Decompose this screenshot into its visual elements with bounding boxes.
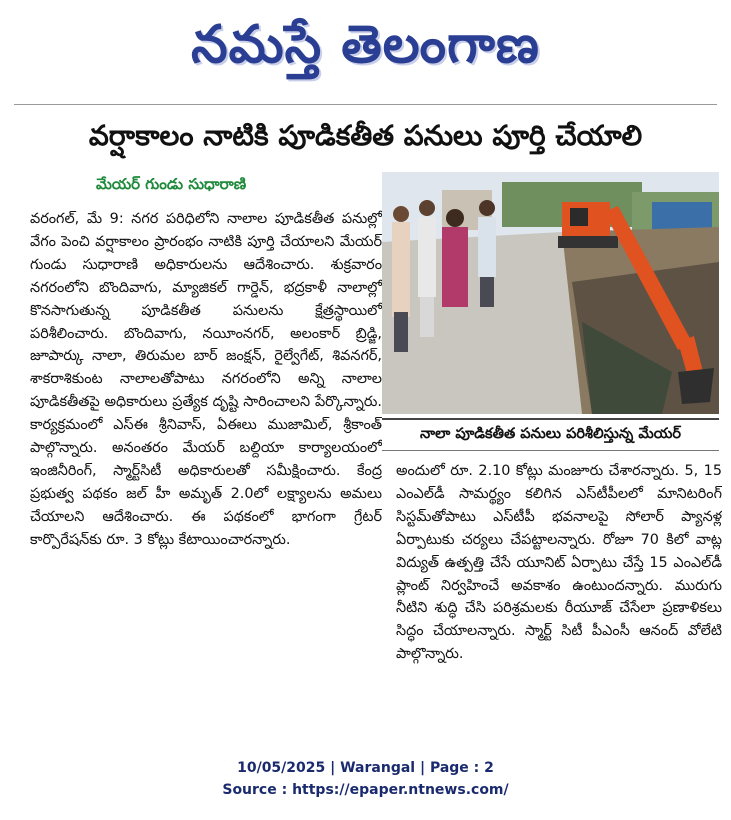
- source-link[interactable]: Source : https://epaper.ntnews.com/: [222, 782, 509, 798]
- article-photo: [382, 172, 719, 414]
- photo-illustration: [382, 172, 719, 414]
- article-headline: వర్షాకాలం నాటికి పూడికతీత పనులు పూర్తి చేయాలి: [88, 119, 643, 152]
- article-byline: మేయర్ గుండు సుధారాణి: [96, 175, 247, 193]
- photo-caption: నాలా పూడికతీత పనులు పరిశీలిస్తున్న మేయర్: [382, 418, 719, 451]
- newspaper-masthead: నమస్తే తెలంగాణ: [191, 15, 540, 75]
- article-body-left-column: వరంగల్, మే 9: నగర పరిధిలోని నాలాల పూడికతీత పనుల్లో వేగం పెంచి వర్షాకాలం ప్రారంభం నాటికి పూర్తి చేయాలని మేయర్ గుండు సుధారాణి అధికారులను ఆదేశించారు. శుక్రవారం నగరంలోని బొందివాగు, మ్యాజికల్ గార్డెన్, భద్రకాళీ నాలాల్లో కొనసాగుతున్న పూడికతీత పనులను క్షేత్రస్థాయిలో పరిశీలించారు. బొందివాగు, నయీంనగర్, అలంకార్ బ్రిడ్జి, జూపార్కు నాలా, తిరుమల బార్ జంక్షన్, రైల్వేగేట్, శివనగర్, శాకరాశికుంట నాలాలతోపాటు నగరంలోని అన్ని నాలాల పూడికతీతపై అధికారులు ప్రత్యేక దృష్టి సారించాలని పేర్కొన్నారు. కార్యక్రమంలో ఎస్ఈ శ్రీనివాస్, ఏఈలు ముజామిల్, శ్రీకాంత్ పాల్గొన్నారు. అనంతరం మేయర్ బల్దియా కార్యాలయంలో ఇంజినీరింగ్, స్మార్ట్‌సిటీ అధికారులతో సమీక్షించారు. కేంద్ర ప్రభుత్వ పథకం జల్ హీ అమృత్ 2.0లో లక్ష్యాలను అమలు చేయాలని ఆదేశించారు. ఈ పథకంలో భాగంగా గ్రేటర్ కార్పొరేషన్‌కు రూ. 3 కోట్లు కేటాయించారన్నారు.: [30, 211, 382, 548]
- article-body-right-column: అందులో రూ. 2.10 కోట్లు మంజూరు చేశారన్నారు. 5, 15 ఎంఎల్‌డీ సామర్థ్యం కలిగిన ఎస్‌టీపీలలో మానిటరింగ్ సిస్టమ్‌తోపాటు ఎస్‌టీపీ భవనాలపై సోలార్ ప్యానళ్ల ఏర్పాటుకు చర్యలు చేపట్టాలన్నారు. రోజూ 70 కిలో వాట్ల విద్యుత్ ఉత్పత్తి చేసే యూనిట్ ఏర్పాటు చేస్తే 15 ఎంఎల్‌డీ ప్లాంట్ నిర్వహించే అవకాశం ఉంటుందన్నారు. మురుగు నీటిని శుద్ధి చేసి పరిశ్రమలకు రీయూజ్ చేసేలా ప్రణాళికలు సిద్ధం చేయాలన్నారు. స్మార్ట్ సిటీ పీఎంసీ ఆనంద్ వోలేటి పాల్గొన్నారు.: [396, 463, 722, 663]
- edition-info: 10/05/2025 | Warangal | Page : 2: [237, 760, 494, 776]
- masthead-divider: [14, 104, 717, 105]
